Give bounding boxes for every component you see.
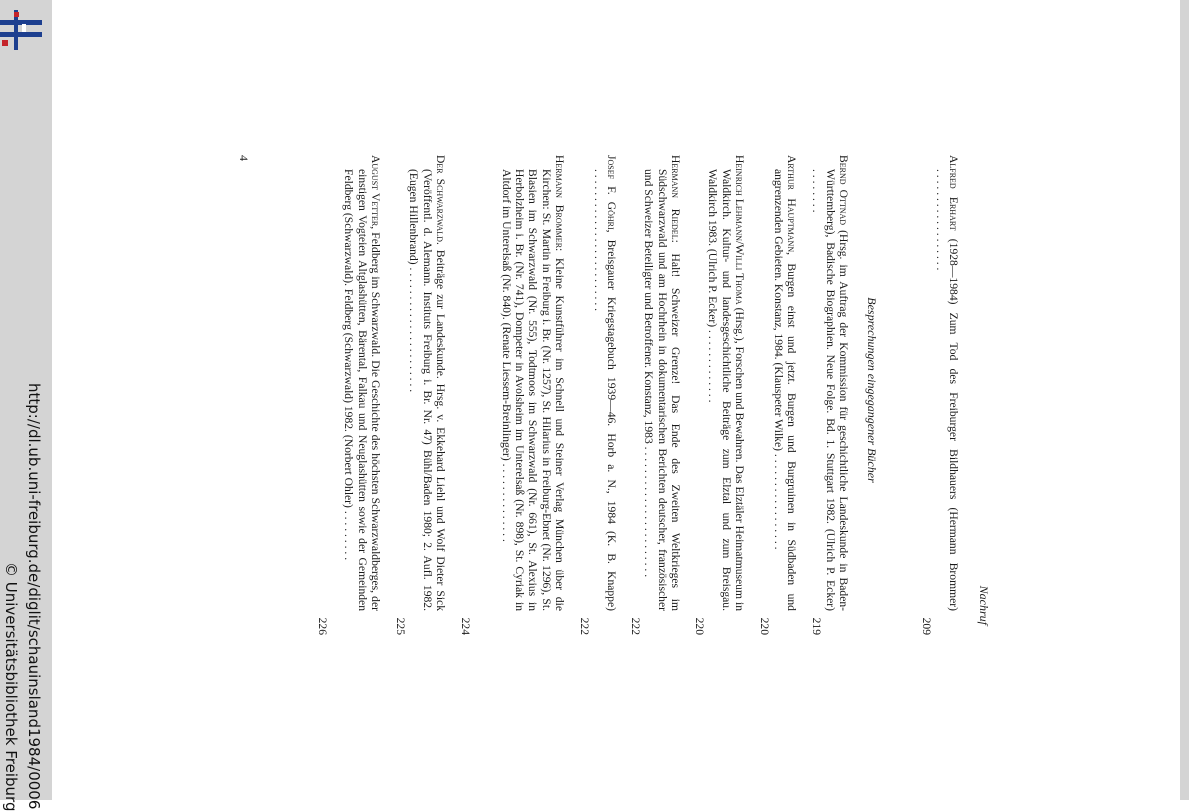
toc-entry: Bernd Ottnad (Hrsg. im Auftrag der Kommission für geschichtliche Landeskunde in Baden-Württemberg), Badische Biographien. Neue Folge. Bd. 1. Stuttgart 1982. (Ulrich P. Ecker) . . . . . . . . [810,155,850,612]
toc-entry: Alfred Erhart (1928—1984) Zum Tod des Freiburger Bildhauers (Hermann Brommer) . . . . . . . . . . . . . . . . . . [933,155,960,611]
running-head: Nachruf [977,585,991,625]
entry-page-number: 219 [810,617,823,635]
entry-author: Bernd Ottnad [837,155,850,226]
toc-entry: Der Schwarzwald. Beiträge zur Landeskunde. Hrsg. v. Ekkehard Liehl und Wolf Dieter Sick (Veröffentl. d. Alemann. Instituts Freiburg i. Br. Nr. 47) Bühl/Baden 1980; 2. Aufl. 1982. (Eugen Hillenbrand) . . . . . . . . . . . . . . . . . . . . . . [407,155,447,611]
entry-page-number: 220 [758,617,771,635]
entry-text: , Burgen einst und jetzt. Burgen und Burgruinen in Südbaden und angrenzenden Gebieten. Konstanz, 1984. (Klauspeter Wilke) [771,169,798,611]
entry-page-number: 224 [459,617,472,635]
ub-freiburg-logo-icon [0,10,44,50]
entry-page-number: 226 [316,617,329,635]
page-folio: 4 [237,155,251,161]
entry-page-number: 220 [693,617,706,635]
entry-page-number: 225 [394,617,407,635]
entry-author: August Vetter [369,155,382,227]
entry-text: , Feldberg im Schwarzwald. Die Geschichte des höchsten Schwarzwaldberges, der einstigen Vogteien Altglashütten, Bärental, Falkau und Neuglashütten sowie der Gemeinden Feldberg (Schwarzwald). Feldberg (Schwarzwald) 1982. (Norbert Ohler) [342,169,382,611]
toc-entry: Josef F. Göhri, Breisgauer Kriegstagebuch 1939—46. Horb a. N., 1984 (K. B. Knappe) . . . . . . . . . . . . . . . . . . . . . . . . . [591,155,618,611]
entry-author: Arthur Hauptmann [785,155,798,253]
entry-author: Der Schwarzwald [434,155,447,242]
entry-text: : Kleine Kunstführer im Schnell und Steiner Verlag München über die Kirchen: St. Martin in Freiburg i. Br. (Nr. 1257), St. Hilarius in Freiburg-Ebnet (Nr. 1296), St. Blasien im Schwarzwald (Nr. 555), Todtmoos im Schwarzwald (Nr. 661), St. Alexius in Herbolzheim i. Br. (Nr. 741), Dompeter in Avolsheim im Unterelsaß (Nr. 898), St. Cyriak in Altdorf im Unterelsaß (Nr. 840). (Renate Liessem-Breinlinger) [499,169,566,611]
toc-entry: Heinrich Lehmann/Willi Thoma (Hrsg.), Forschen und Bewahren. Das Elztäler Heimatmuseum in Waldkirch. Kultur- und landesgeschichtliche Beiträge zum Elztal und zum Breisgau. Waldkirch 1983. (Ulrich P. Ecker) . . . . . . . . . . . . . [706,155,746,612]
entry-page-number: 222 [629,617,642,635]
entry-text: (1928—1984) Zum Tod des Freiburger Bildhauers (Hermann Brommer) [947,230,960,611]
entry-text: (Hrsg.), Forschen und Bewahren. Das Elztäler Heimatmuseum in Waldkirch. Kultur- und landesgeschichtliche Beiträge zum Elztal und zum Breisgau. Waldkirch 1983. (Ulrich P. Ecker) [706,169,746,612]
entry-author: Hermann Riedel [669,155,682,240]
entry-author: Hermann Brommer [553,155,566,249]
viewer-right-margin [1180,0,1189,800]
entry-author: Josef F. Göhri [605,155,618,230]
toc-entry: Hermann Riedel: Halt! Schweizer Grenze! Das Ende des Zweiten Weltkrieges im Südschwarzwald und am Hochrhein in dokumentarischen Berichten deutscher, französischer und Schweizer Beteiligter und Betroffener. Konstanz, 1983 . . . . . . . . . . . . . . . . . . . . . . . [642,155,682,611]
section-title: Besprechungen eingegangener Bücher [865,297,879,483]
entry-text: . Beiträge zur Landeskunde. Hrsg. v. Ekkehard Liehl und Wolf Dieter Sick (Veröffentl. d. Alemann. Instituts Freiburg i. Br. Nr. 47) Bühl/Baden 1980; 2. Aufl. 1982. (Eugen Hillenbrand) [407,169,447,611]
entry-author: Alfred Erhart [947,155,960,231]
toc-entry: Arthur Hauptmann, Burgen einst und jetzt. Burgen und Burgruinen in Südbaden und angrenzenden Gebieten. Konstanz, 1984. (Klauspeter Wilke) . . . . . . . . . . . . . . . . . [771,155,798,611]
entry-author: Heinrich Lehmann/Willi Thoma [733,155,746,305]
entry-page-number: 222 [578,617,591,635]
toc-entry: Hermann Brommer: Kleine Kunstführer im Schnell und Steiner Verlag München über die Kirchen: St. Martin in Freiburg i. Br. (Nr. 1257), St. Hilarius in Freiburg-Ebnet (Nr. 1296), St. Blasien im Schwarzwald (Nr. 555), Todtmoos im Schwarzwald (Nr. 661), St. Alexius in Herbolzheim i. Br. (Nr. 741), Dompeter in Avolsheim im Unterelsaß (Nr. 898), St. Cyriak in Altdorf im Unterelsaß (Nr. 840). (Renate Liessem-Breinlinger) . . . . . . . . . . . . . . [499,155,566,611]
source-url[interactable]: http://dl.ub.uni-freiburg.de/diglit/schauinsland1984/0006 [25,383,43,810]
entry-text: , Breisgauer Kriegstagebuch 1939—46. Horb a. N., 1984 (K. B. Knappe) [605,229,618,611]
entry-text: : Halt! Schweizer Grenze! Das Ende des Zweiten Weltkrieges im Südschwarzwald und am Hochrhein in dokumentarischen Berichten deutscher, französischer und Schweizer Beteiligter und Betroffener. Konstanz, 1983 [642,169,682,611]
entry-page-number: 209 [920,617,933,635]
scanned-page [230,155,990,635]
entry-text: (Hrsg. im Auftrag der Kommission für geschichtliche Landeskunde in Baden-Württemberg), Badische Biographien. Neue Folge. Bd. 1. Stuttgart 1982. (Ulrich P. Ecker) [823,169,850,612]
toc-entry: August Vetter, Feldberg im Schwarzwald. Die Geschichte des höchsten Schwarzwaldberges, der einstigen Vogteien Altglashütten, Bärental, Falkau und Neuglashütten sowie der Gemeinden Feldberg (Schwarzwald). Feldberg (Schwarzwald) 1982. (Norbert Ohler) . . . . . . . . . [342,155,382,611]
copyright-notice: © Universitätsbibliothek Freiburg [2,562,20,811]
